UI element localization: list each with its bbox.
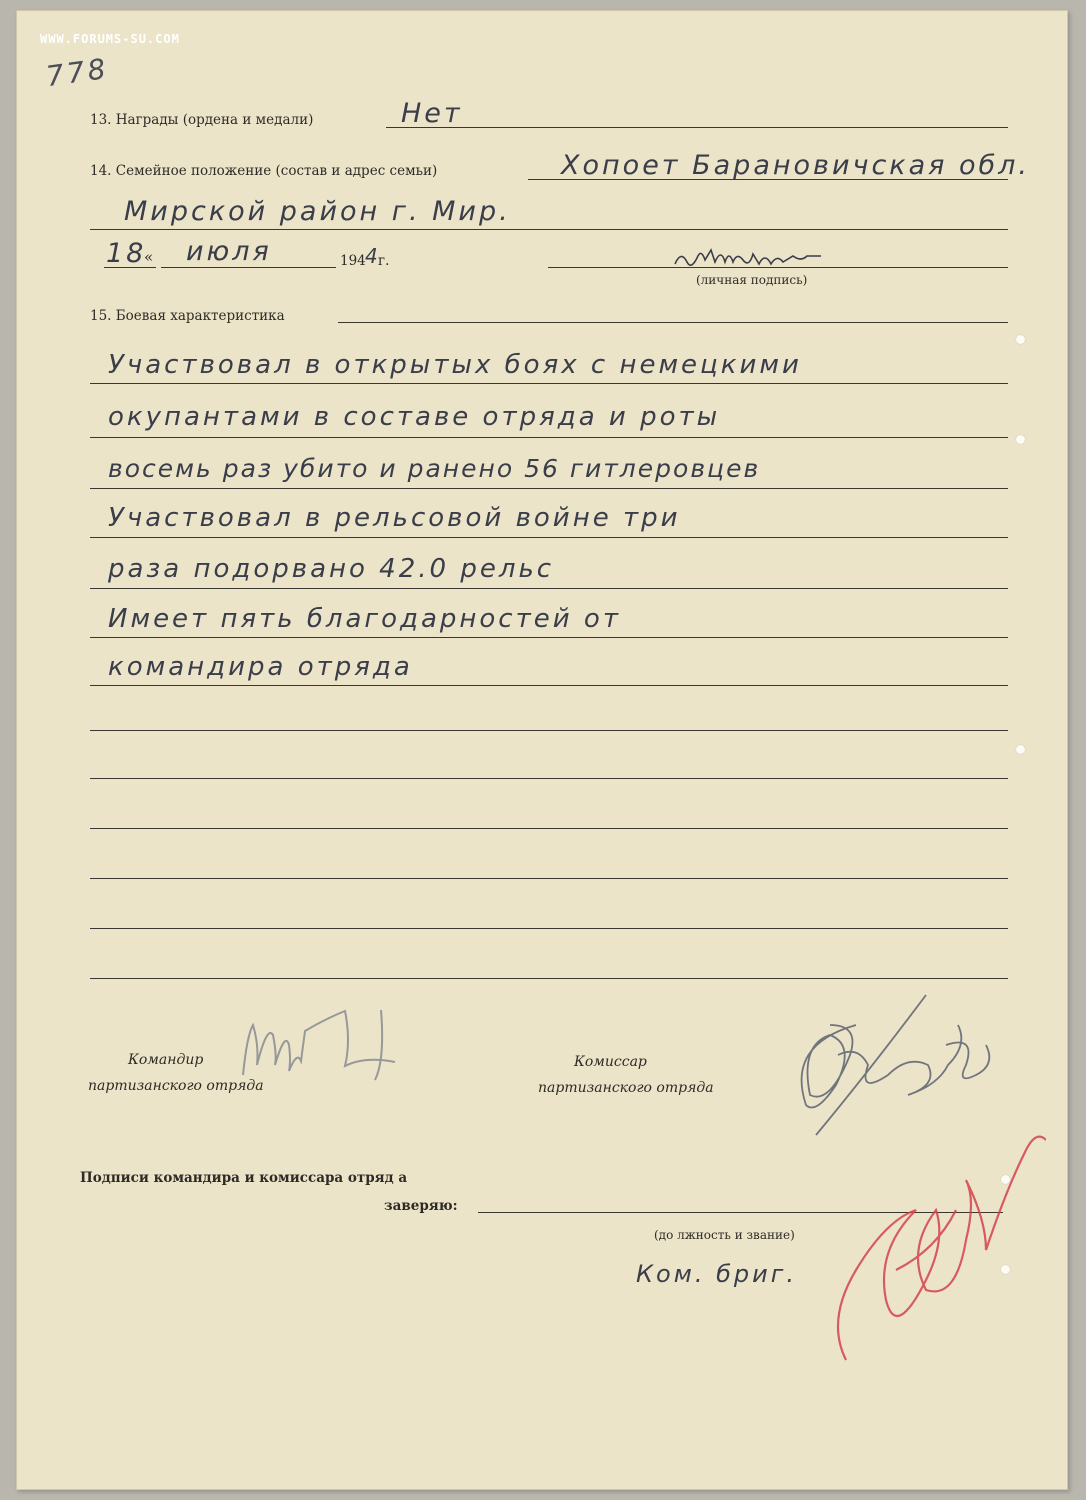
combat-text-3: восемь раз убито и ранено 56 гитлеровцев (108, 454, 761, 483)
document-page (16, 10, 1068, 1490)
archive-number: 778 (44, 51, 111, 94)
combat-text-5: раза подорвано 42.0 рельс (108, 554, 555, 584)
date-day: 18 (106, 238, 147, 269)
commissar-signature (746, 985, 1046, 1145)
combat-line-0 (338, 322, 1008, 323)
combat-text-2: окупантами в составе отряда и роты (108, 402, 721, 432)
family-address-1: Хопоет Барановичская обл. (561, 150, 1030, 181)
date-year-prefix: 194 (340, 253, 366, 269)
certify-text: Подписи командира и комиссара отряд а (80, 1170, 408, 1186)
awards-value: Нет (401, 98, 463, 129)
punch-hole (1016, 335, 1025, 344)
combat-line (90, 383, 1008, 384)
family-line-2 (90, 229, 1008, 230)
combat-line (90, 637, 1008, 638)
commissar-title: Комиссар (574, 1054, 647, 1070)
combat-text-4: Участвовал в рельсовой войне три (108, 503, 681, 533)
red-signature (806, 1130, 1046, 1390)
date-year-suffix: г. (378, 253, 390, 269)
combat-line (90, 778, 1008, 779)
date-month-line (161, 267, 336, 268)
commander-signature (231, 990, 431, 1100)
awards-line (386, 127, 1008, 128)
combat-text-1: Участвовал в открытых боях с немецкими (108, 350, 802, 380)
combat-line (90, 978, 1008, 979)
date-day-line (104, 267, 156, 268)
combat-line (90, 488, 1008, 489)
combat-line (90, 828, 1008, 829)
combat-label: 15. Боевая характеристика (90, 308, 285, 324)
combat-line (90, 928, 1008, 929)
combat-line (90, 878, 1008, 879)
certify-label: заверяю: (384, 1198, 458, 1214)
family-address-2: Мирской район г. Мир. (124, 196, 511, 227)
commissar-unit: партизанского отряда (538, 1080, 714, 1096)
family-label: 14. Семейное положение (состав и адрес семьи) (90, 163, 438, 179)
combat-line (90, 685, 1008, 686)
date-month: июля (186, 236, 272, 267)
personal-signature (671, 244, 846, 274)
position-caption: (до лжность и звание) (654, 1228, 795, 1242)
personal-signature-caption: (личная подпись) (696, 273, 808, 287)
site-watermark: WWW.FORUMS-SU.COM (40, 32, 180, 46)
position-value: Ком. бриг. (636, 1260, 797, 1288)
combat-line (90, 437, 1008, 438)
combat-text-6: Имеет пять благодарностей от (108, 604, 621, 634)
commander-unit: партизанского отряда (88, 1078, 264, 1094)
date-quote: « (144, 248, 154, 266)
combat-line (90, 588, 1008, 589)
combat-line (90, 730, 1008, 731)
combat-text-7: командира отряда (108, 652, 413, 682)
punch-hole (1016, 435, 1025, 444)
date-year-digit: 4 (365, 244, 381, 268)
punch-hole (1016, 745, 1025, 754)
awards-label: 13. Награды (ордена и медали) (90, 112, 314, 128)
combat-line (90, 537, 1008, 538)
commander-title: Командир (128, 1052, 204, 1068)
